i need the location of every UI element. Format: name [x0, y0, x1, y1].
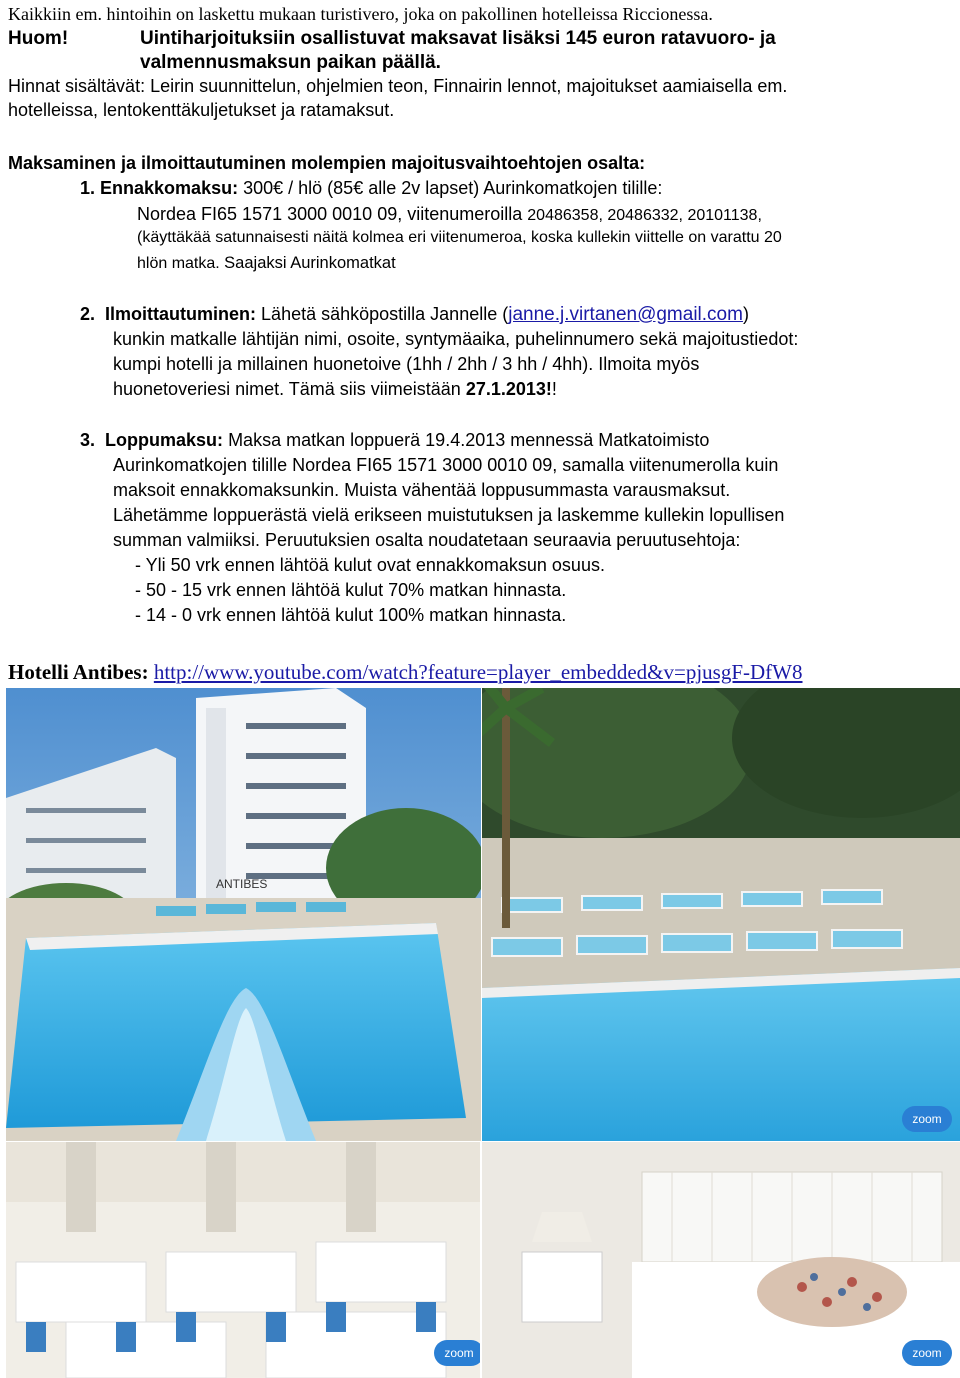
item1-account: Nordea FI65 1571 3000 0010 09, viitenumeroilla: [137, 204, 523, 224]
deadline: 27.1.2013!: [465, 379, 552, 399]
prices-line-1: Hinnat sisältävät: Leirin suunnittelun, ohjelmien teon, Finnairin lennot, majoitukset aamiaisella em.: [8, 76, 788, 96]
item2-label: Ilmoittautuminen:: [105, 304, 257, 324]
item3-label: Loppumaksu:: [105, 430, 224, 450]
bedroom-illustration: [482, 1142, 960, 1378]
deadline-end: !: [551, 379, 557, 399]
item2-line-3: kumpi hotelli ja millainen huonetoive (1hh / 2hh / 3 hh / 4hh). Ilmoita myös: [113, 354, 700, 374]
item2-line-2: kunkin matkalle lähtijän nimi, osoite, syntymäaika, puhelinnumero sekä majoitustiedot:: [113, 329, 799, 349]
item3-line-4: Lähetämme loppuerästä vielä erikseen muistutuksen ja laskemme kullekin lopullisen: [113, 505, 785, 525]
item3-line-3: maksoit ennakkomaksunkin. Muista vähentää loppusummasta varausmaksut.: [113, 480, 731, 500]
item2: [80, 304, 749, 326]
zoom-button-restaurant[interactable]: zoom: [434, 1340, 480, 1366]
item3-num: 3.: [80, 430, 96, 450]
hotel-video-link[interactable]: http://www.youtube.com/watch?feature=player_embedded&v=pjusgF-DfW8: [153, 660, 803, 684]
item3-line-5: summan valmiiksi. Peruutuksien osalta noudatetaan seuraavia peruutusehtoja:: [113, 530, 741, 550]
payment-heading: Maksaminen ja ilmoittautuminen molempien majoitusvaihtoehtojen osalta:: [8, 153, 646, 173]
item3-text: Maksa matkan loppuerä 19.4.2013 mennessä Matkatoimisto: [228, 430, 710, 450]
building-sign: ANTIBES: [216, 877, 268, 891]
item2-text: Lähetä sähköpostilla Jannelle (: [261, 304, 509, 324]
huom-label: Huom!: [8, 28, 69, 49]
item1: [80, 178, 662, 199]
item1-note-1: (käyttäkää satunnaisesti näitä kolmea eri viitenumeroa, koska kullekin viittelle on varattu 20: [137, 229, 782, 246]
item2-l4: huonetoveriesi nimet. Tämä siis viimeistään: [113, 379, 461, 399]
item3: [80, 430, 709, 451]
hotel-exterior-illustration: [6, 688, 481, 1141]
photo-hotel-exterior: [6, 688, 481, 1141]
pool-illustration: [482, 688, 960, 1141]
item1-num: 1.: [80, 178, 96, 198]
prices-line-2: hotelleissa, lentokenttäkuljetukset ja ratamaksut.: [8, 100, 395, 120]
zoom-button-pool[interactable]: zoom: [902, 1106, 952, 1132]
photo-pool: [482, 688, 960, 1141]
photo-bedroom: [482, 1142, 960, 1378]
restaurant-illustration: [6, 1142, 480, 1378]
cancel-rule-3: - 14 - 0 vrk ennen lähtöä kulut 100% matkan hinnasta.: [135, 605, 567, 625]
hotel-line: [8, 660, 803, 685]
item1-recipient: Saajaksi Aurinkomatkat: [224, 254, 396, 272]
huom-text-2: valmennusmaksun paikan päällä.: [140, 52, 441, 73]
cancel-rule-2: - 50 - 15 vrk ennen lähtöä kulut 70% matkan hinnasta.: [135, 580, 567, 600]
intro-line-1: Kaikkiin em. hintoihin on laskettu mukaan turistivero, joka on pakollinen hotelleissa Riccionessa.: [8, 4, 713, 24]
hotel-label: Hotelli Antibes:: [8, 660, 149, 684]
item1-note-2-line: [137, 254, 396, 273]
item2-close: ): [742, 304, 749, 324]
item2-line-4: [113, 379, 557, 400]
item1-account-line: [137, 204, 762, 225]
item1-note-2: hlön matka.: [137, 255, 220, 272]
email-link[interactable]: janne.j.virtanen@gmail.com: [508, 304, 743, 325]
huom-text-1: Uintiharjoituksiin osallistuvat maksavat lisäksi 145 euron ratavuoro- ja: [140, 28, 776, 49]
item1-label: Ennakkomaksu:: [100, 178, 239, 198]
zoom-button-bedroom[interactable]: zoom: [902, 1340, 952, 1366]
item1-refs: 20486358, 20486332, 20101138,: [527, 207, 762, 224]
photo-restaurant: [6, 1142, 480, 1378]
item1-text: 300€ / hlö (85€ alle 2v lapset) Aurinkomatkojen tilille:: [243, 178, 663, 198]
item2-num: 2.: [80, 304, 96, 324]
cancel-rule-1: - Yli 50 vrk ennen lähtöä kulut ovat ennakkomaksun osuus.: [135, 555, 605, 575]
item3-line-2: Aurinkomatkojen tilille Nordea FI65 1571 3000 0010 09, samalla viitenumerolla kuin: [113, 455, 779, 475]
